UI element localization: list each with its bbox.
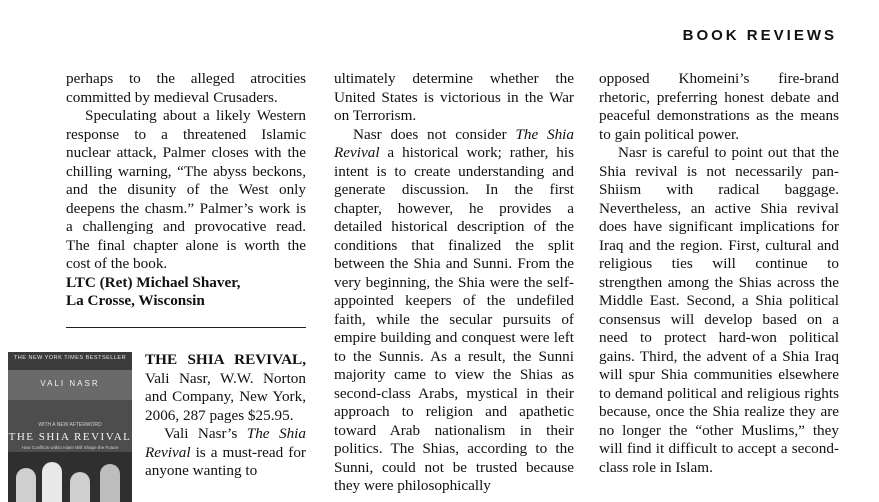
column-middle bbox=[334, 70, 574, 496]
paragraph: Nasr is careful to point out that the Shia revival is not necessarily pan-Shiism with radical baggage. Nevertheless, an active Shia revival does have significant implications for Iraq and the region. First, cultural and religious ties will continue to strengthen among the Shias across the Middle East. Second, a Shia political consensus will develop based on a need to protect hard-won political gains. Third, the advent of a Shia Iraq will spur Shia communities elsewhere to demand political and religious rights because, once the Shia realize they are no longer the “other Muslims,” they will find it difficult to accept a second-class role in Islam. bbox=[599, 144, 839, 476]
cover-subtext: WITH A NEW AFTERWORD bbox=[38, 422, 102, 428]
book-title-italic: The Shia Revival bbox=[334, 125, 574, 161]
paragraph: ultimately determine whether the United States is victorious in the War on Terrorism. bbox=[334, 70, 574, 124]
book-cover-image bbox=[8, 352, 132, 502]
book-review-intro bbox=[145, 351, 306, 481]
cover-author: VALI NASR bbox=[40, 379, 100, 388]
cover-figure bbox=[100, 464, 120, 502]
paragraph: Nasr does not consider The Shia Revival a historical work; rather, his intent is to create understanding and generate discussion. In the first chapter, however, he provides a detailed historical description of the conditions that finalized the split between the Shia and Sunni. From the very beginning, the Shia were the self-appointed keepers of the undefiled faith, while the secular pursuits of empire building and conquest were left to the Sunnis. As a result, the Sunni majority came to view the Shias as second-class Arabs, mystical in their approach to religion and apathetic toward Arab nationalism in their politics. The Shias, according to the Sunni, could not be trusted because they were philosophically bbox=[334, 125, 574, 494]
cover-figure bbox=[16, 468, 36, 502]
section-divider bbox=[66, 327, 306, 328]
cover-title: THE SHIA REVIVAL bbox=[8, 431, 132, 443]
paragraph: Vali Nasr’s The Shia Revival is a must-read for anyone wanting to bbox=[145, 425, 306, 479]
cover-top-text: THE NEW YORK TIMES BESTSELLER bbox=[13, 355, 127, 361]
column-right bbox=[599, 70, 839, 477]
reviewer-name: LTC (Ret) Michael Shaver, bbox=[66, 273, 241, 291]
column-left bbox=[66, 70, 306, 311]
paragraph: perhaps to the alleged atrocities committed by medieval Crusaders. bbox=[66, 70, 306, 106]
cover-figure bbox=[70, 472, 90, 502]
section-header: BOOK REVIEWS bbox=[682, 27, 837, 44]
book-details: Vali Nasr, W.W. Norton and Company, New York, 2006, 287 pages $25.95. bbox=[145, 369, 306, 424]
cover-tagline: How Conflicts within Islam Will Shape the Future bbox=[21, 445, 119, 450]
cover-figure bbox=[42, 462, 62, 502]
paragraph: Speculating about a likely Western response to a threatened Islamic nuclear attack, Palmer closes with the chilling warning, “The abyss beckons, and the disunity of the West only deepens the chasm.” Palmer’s work is a challenging and provocative read. The final chapter alone is worth the cost of the book. bbox=[66, 107, 306, 272]
book-citation bbox=[145, 351, 306, 425]
book-title-italic: The Shia Revival bbox=[145, 425, 306, 461]
paragraph: opposed Khomeini’s fire-brand rhetoric, preferring honest debate and peaceful demonstrations as the means to gain political power. bbox=[599, 70, 839, 143]
reviewer-location: La Crosse, Wisconsin bbox=[66, 292, 205, 309]
book-title: THE SHIA REVIVAL, bbox=[145, 351, 306, 368]
